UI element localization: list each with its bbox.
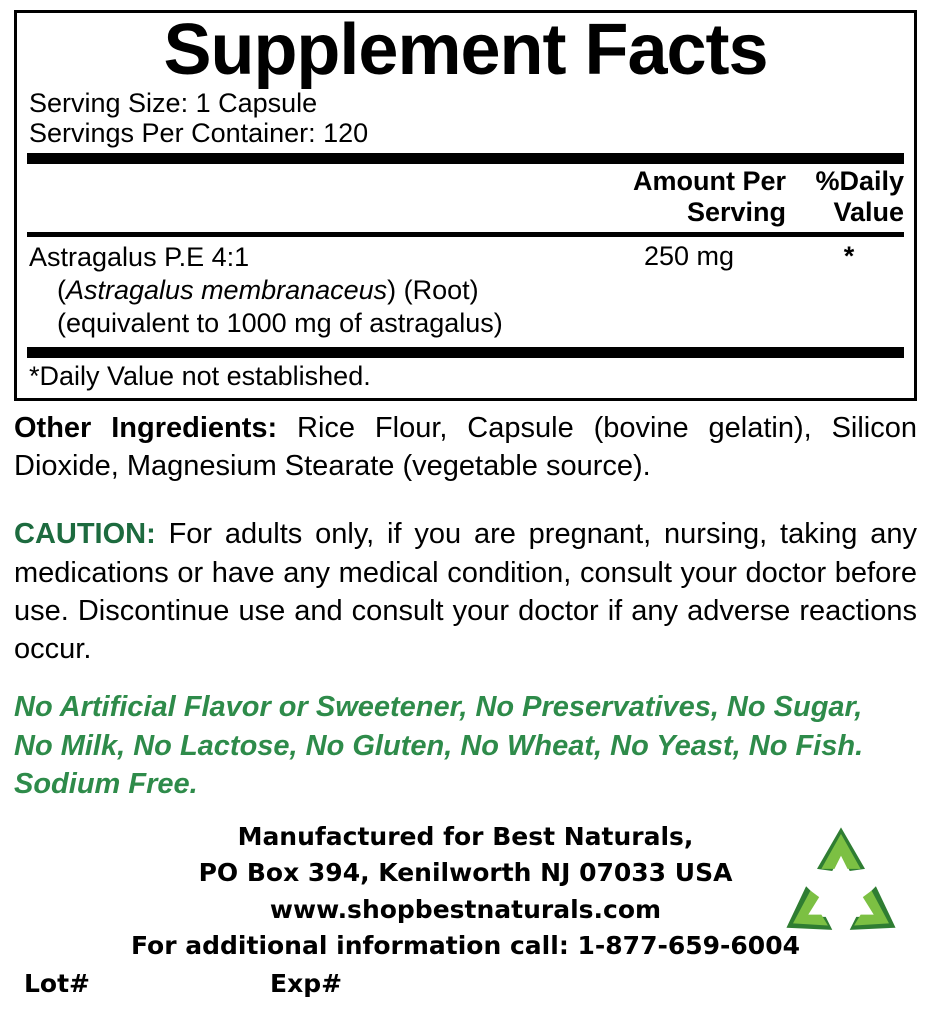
ingredient-amount: 250 mg bbox=[643, 241, 735, 272]
serving-size: Serving Size: 1 Capsule bbox=[29, 87, 318, 118]
recycle-icon bbox=[771, 823, 911, 943]
header-dv-line1: %Daily bbox=[815, 166, 904, 197]
lot-exp-line bbox=[14, 966, 917, 1002]
footer-block bbox=[14, 819, 917, 1002]
other-ingredients-text: Rice Flour, Capsule (bovine gelatin), Silicon Dioxide, Magnesium Stearate (vegetable source). bbox=[14, 411, 918, 482]
free-from-line-3: Sodium Free. bbox=[14, 767, 198, 800]
header-amount-line2: Serving bbox=[686, 197, 786, 228]
divider-thick-top bbox=[27, 153, 904, 164]
header-daily-value bbox=[794, 166, 904, 228]
caution-label: CAUTION: bbox=[14, 518, 156, 551]
supplement-facts-panel bbox=[14, 10, 917, 401]
company-address: PO Box 394, Kenilworth NJ 07033 USA bbox=[198, 858, 733, 888]
header-amount-line1: Amount Per bbox=[632, 166, 786, 197]
caution-text: For adults only, if you are pregnant, nursing, taking any medications or have any medical condition, consult your doctor before use. Discontinue use and consult your doctor if any adverse reactions occur. bbox=[14, 518, 917, 666]
header-amount-per-serving bbox=[576, 166, 786, 228]
ingredient-equivalent-line: (equivalent to 1000 mg of astragalus) bbox=[57, 307, 503, 338]
company-website: www.shopbestnaturals.com bbox=[269, 894, 662, 924]
caution-block bbox=[14, 515, 917, 668]
ingredient-name: Astragalus P.E 4:1 bbox=[29, 242, 250, 273]
table-row bbox=[27, 237, 904, 342]
other-ingredients-label: Other Ingredients: bbox=[14, 411, 278, 444]
latin-name: Astragalus membranaceus bbox=[66, 275, 388, 306]
free-from-claims bbox=[14, 688, 917, 803]
exp-date-field: Exp# bbox=[270, 969, 343, 999]
ingredient-name-block bbox=[27, 241, 584, 340]
contact-phone: For additional information call: 1-877-659-6004 bbox=[130, 930, 800, 960]
latin-prefix: ( bbox=[57, 275, 66, 306]
servings-per-container: Servings Per Container: 120 bbox=[29, 117, 369, 148]
lot-number-field: Lot# bbox=[24, 969, 91, 999]
nutrient-table-header bbox=[27, 164, 904, 232]
latin-suffix: ) (Root) bbox=[387, 275, 479, 306]
daily-value-footnote: *Daily Value not established. bbox=[29, 360, 371, 391]
manufactured-for: Manufactured for Best Naturals, bbox=[237, 822, 694, 852]
other-ingredients bbox=[14, 410, 917, 485]
panel-title: Supplement Facts bbox=[163, 10, 768, 90]
divider-thick-bottom bbox=[27, 347, 904, 358]
ingredient-daily-value: * bbox=[843, 241, 855, 272]
header-dv-line2: Value bbox=[833, 197, 904, 228]
ingredient-latin-line bbox=[29, 274, 584, 307]
free-from-line-1: No Artificial Flavor or Sweetener, No Preservatives, No Sugar, bbox=[14, 691, 863, 724]
free-from-line-2: No Milk, No Lactose, No Gluten, No Wheat, No Yeast, No Fish. bbox=[14, 729, 864, 762]
